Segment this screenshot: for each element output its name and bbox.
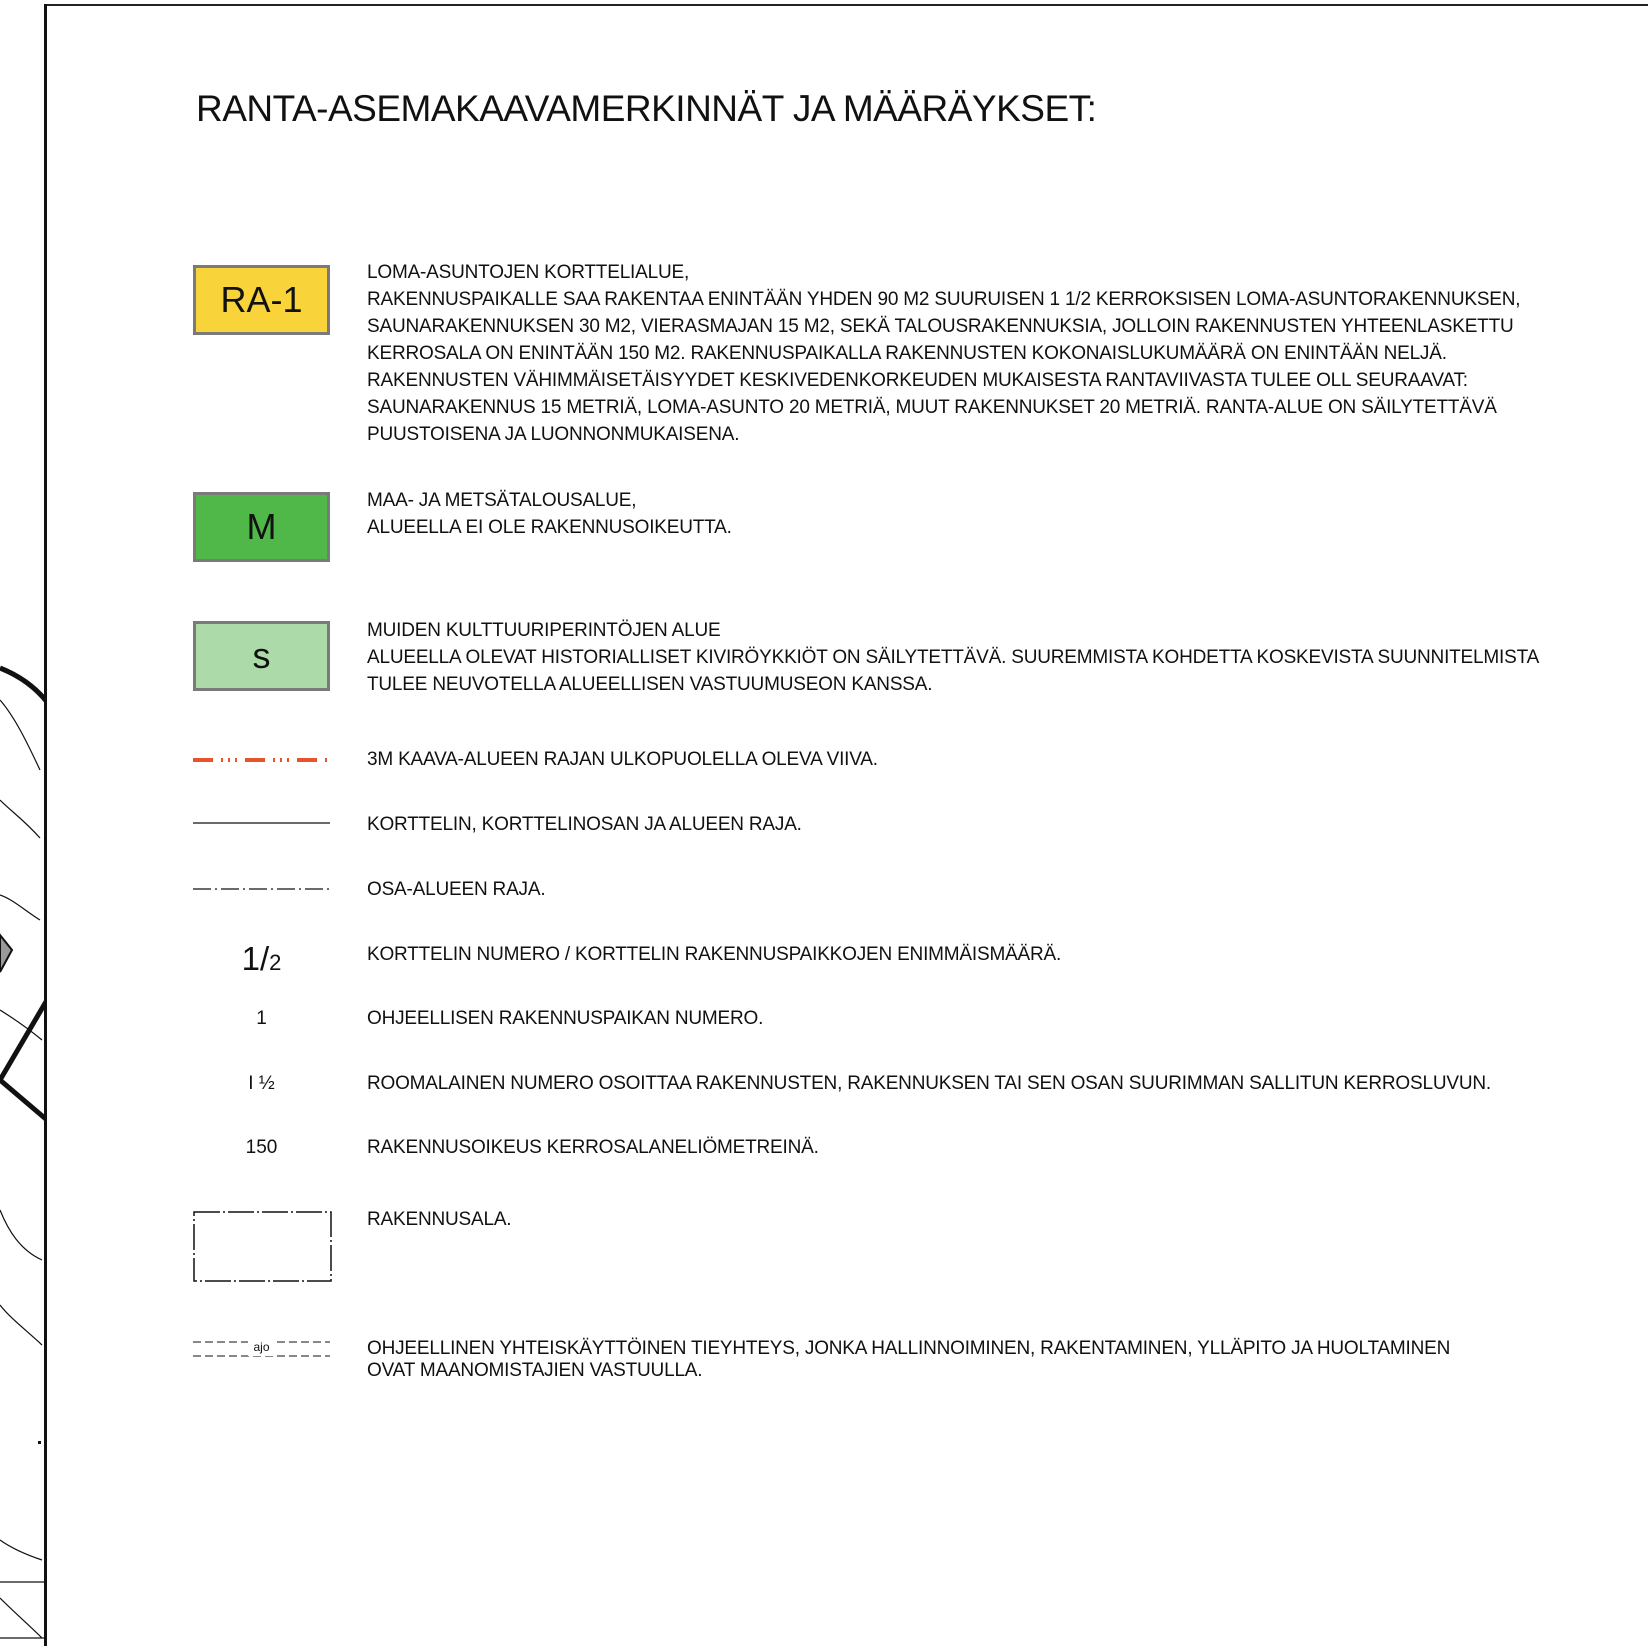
m-symbol [193, 492, 330, 562]
road-line: OHJEELLINEN YHTEISKÄYTTÖINEN TIEYHTEYS, JONKA HALLINNOIMINEN, RAKENTAMINEN, YLLÄPITO JA HUOLTAMINEN [367, 1338, 1451, 1359]
frame-top-border [45, 4, 1648, 6]
block-number-symbol [193, 940, 330, 978]
boundary-3m-text: 3M KAAVA-ALUEEN RAJAN ULKOPUOLELLA OLEVA VIIVA. [367, 749, 878, 770]
m-line: MAA- JA METSÄTALOUSALUE, [367, 490, 637, 511]
floor-area-text: RAKENNUSOIKEUS KERROSALANELIÖMETREINÄ. [367, 1137, 819, 1158]
s-symbol [193, 621, 330, 691]
building-area-text: RAKENNUSALA. [367, 1209, 512, 1230]
road-description [367, 1338, 1450, 1382]
s-line: MUIDEN KULTTUURIPERINTÖJEN ALUE [367, 620, 721, 641]
floors-symbol: I ½ [248, 1073, 275, 1094]
ra1-line: SAUNARAKENNUKSEN 30 M2, VIERASMAJAN 15 M2, SEKÄ TALOUSRAKENNUKSIA, JOLLOIN RAKENNUSTEN YHTEENLASKETTU [367, 316, 1514, 337]
block-boundary-text: KORTTELIN, KORTTELINOSAN JA ALUEEN RAJA. [367, 814, 802, 835]
plot-number-text: OHJEELLISEN RAKENNUSPAIKAN NUMERO. [367, 1008, 764, 1029]
road-symbol-label: ajo [253, 1340, 270, 1354]
s-description [367, 617, 1539, 698]
m-description [367, 487, 732, 541]
ra1-symbol [193, 265, 330, 335]
block-boundary-line-symbol [193, 820, 330, 826]
page-title: RANTA-ASEMAKAAVAMERKINNÄT JA MÄÄRÄYKSET: [196, 88, 1097, 129]
plot-number-symbol: 1 [256, 1008, 267, 1029]
ra1-line: PUUSTOISENA JA LUONNONMUKAISENA. [367, 424, 740, 445]
map-fragment [0, 0, 47, 1646]
ra1-line: RAKENNUSPAIKALLE SAA RAKENTAA ENINTÄÄN YHDEN 90 M2 SUURUISEN 1 1/2 KERROKSISEN LOMA-ASUNTORAKENNUKSEN, [367, 289, 1521, 310]
floors-text: ROOMALAINEN NUMERO OSOITTAA RAKENNUSTEN, RAKENNUKSEN TAI SEN OSAN SUURIMMAN SALLITUN KERROSLUVUN. [367, 1073, 1491, 1094]
m-line: ALUEELLA EI OLE RAKENNUSOIKEUTTA. [367, 517, 732, 538]
floor-area-symbol: 150 [245, 1137, 278, 1158]
ra1-description [367, 259, 1520, 448]
block-number-main: 1/ [241, 940, 270, 977]
frame-left-border [44, 4, 47, 1646]
ra1-line: RAKENNUSTEN VÄHIMMÄISETÄISYYDET KESKIVEDENKORKEUDEN MUKAISESTA RANTAVIIVASTA TULEE OLL SEURAAVAT: [367, 370, 1468, 391]
ra1-line: SAUNARAKENNUS 15 METRIÄ, LOMA-ASUNTO 20 METRIÄ, MUUT RAKENNUKSET 20 METRIÄ. RANTA-ALUE ON SÄILYTETTÄVÄ [367, 397, 1497, 418]
s-line: TULEE NEUVOTELLA ALUEELLISEN VASTUUMUSEON KANSSA. [367, 674, 933, 695]
ra1-symbol-label: RA-1 [220, 279, 303, 320]
sub-area-text: OSA-ALUEEN RAJA. [367, 879, 546, 900]
sub-area-line-symbol [193, 886, 330, 892]
road-line: OVAT MAANOMISTAJIEN VASTUULLA. [367, 1360, 703, 1381]
s-line: ALUEELLA OLEVAT HISTORIALLISET KIVIRÖYKKIÖT ON SÄILYTETTÄVÄ. SUUREMMISTA KOHDETTA KOSKEVISTA SUUNNITELMISTA [367, 647, 1540, 668]
building-area-symbol [193, 1211, 332, 1282]
block-number-text: KORTTELIN NUMERO / KORTTELIN RAKENNUSPAIKKOJEN ENIMMÄISMÄÄRÄ. [367, 944, 1062, 965]
ra1-line: KERROSALA ON ENINTÄÄN 150 M2. RAKENNUSPAIKALLA RAKENNUSTEN KOKONAISLUKUMÄÄRÄ ON ENINTÄÄN NELJÄ. [367, 343, 1447, 364]
s-symbol-label: s [252, 635, 271, 676]
ra1-line: LOMA-ASUNTOJEN KORTTELIALUE, [367, 262, 690, 283]
block-number-sub: 2 [269, 950, 282, 975]
boundary-3m-line-symbol [193, 755, 330, 765]
m-symbol-label: M [246, 506, 277, 547]
